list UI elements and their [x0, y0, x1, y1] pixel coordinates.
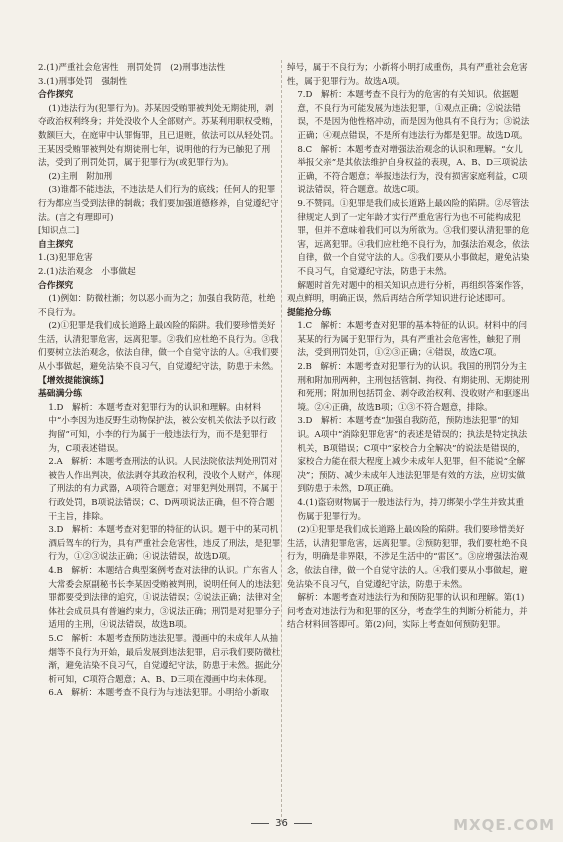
left-paragraph: 【增效提能演练】: [38, 375, 109, 386]
right-paragraph: 1.C 解析：本题考查对犯罪的基本特征的认识。材料中的闫某某的行为属于犯罪行为，具有严重社会危害性，触犯了刑法，受到刑罚处罚，①②③正确；④错误，故选C项。: [297, 321, 527, 359]
right-column: [287, 62, 531, 822]
right-paragraph: 绰号，属于不良行为；小新将小明打成重伤，具有严重社会危害性，属于犯罪行为。故选A项。: [287, 63, 528, 87]
left-paragraph: (3)谁都不能违法，不违法是人们行为的底线；任何人的犯罪行为都应当受到法律的制裁；我们要加强道德修养，自觉遵纪守法。(言之有理即可): [38, 185, 279, 223]
page-number-rule-left: [251, 823, 269, 824]
left-paragraph: 1.D 解析：本题考查对犯罪行为的认识和理解。由材料中“小李因为违反野生动物保护法，被公安机关依法予以行政拘留”可知，小李的行为属于一般违法行为，而不是犯罪行为，C项表述错误。: [48, 402, 277, 454]
watermark: MXQE.COM: [453, 816, 555, 834]
right-paragraph: 4.(1)盗窃财物属于一般违法行为，持刀绑架小学生并致其重伤属于犯罪行为。: [297, 498, 524, 522]
left-paragraph: (2)①犯罪是我们成长道路上最凶险的陷阱。我们要珍惜美好生活，认清犯罪危害，远离犯罪。②我们应杜绝不良行为。③我们要树立法治观念，依法自律，做一个自觉守法的人。④我们要从小事做起，避免沾染不良习气，自觉遵纪守法，防患于未然。: [38, 321, 279, 373]
left-paragraph: 2.A 解析：本题考查刑法的认识。人民法院依法判处刑罚对被告人作出判决，依法剥夺其政治权利，没收个人财产，体现了刑法的有力武器，A项符合题意；对罪犯判处刑罚，不属于行政处罚，B项说法错误；C、D两项说法正确，但不符合题干主旨，排除。: [48, 457, 281, 522]
left-column: [38, 62, 282, 822]
left-paragraph: (1)违法行为(犯罪行为)。苏某因受贿罪被判处无期徒刑，剥夺政治权利终身；并处没收个人全部财产。苏某利用职权受贿，数额巨大，在庭审中认罪悔罪，且已退赃，依法可以从轻处罚。王某因受贿罪被判处有期徒刑七年，说明他的行为已触犯了刑法，受到了刑罚处罚，属于犯罪行为(或犯罪行为)。: [38, 103, 279, 169]
left-paragraph: 2.(1)法治观念 小事做起: [38, 266, 136, 277]
page-number-text: 36: [275, 818, 288, 829]
left-paragraph: 3.D 解析：本题考查对犯罪的特征的认识。题干中的某司机酒后驾车的行为，具有严重社会危害性，违反了刑法，是犯罪行为，①②③说法正确；④说法错误，故选D项。: [48, 525, 281, 563]
left-paragraph: [知识点二]: [38, 226, 80, 237]
column-divider: [281, 60, 282, 822]
left-paragraph: 合作探究: [38, 90, 74, 101]
left-paragraph: 1.(3)犯罪危害: [38, 253, 93, 264]
left-paragraph: (2)主刑 附加刑: [48, 171, 113, 182]
page-number-rule-right: [294, 823, 312, 824]
left-paragraph: 合作探究: [38, 280, 74, 291]
left-paragraph: (1)例如：防微杜渐；勿以恶小而为之；加强自我防范，杜绝不良行为。: [38, 294, 276, 318]
left-paragraph: 3.(1)刑事处罚 强制性: [38, 76, 128, 87]
right-paragraph: 9.不赞同。①犯罪是我们成长道路上最凶险的陷阱。②尽管法律规定人到了一定年龄才实行严重危害行为也不可能构成犯罪，但并不意味着我们可以为所欲为。③我们要认清犯罪的危害，远离犯罪。④我们应杜绝不良行为，加强法治观念，依法自律，做一个自觉守法的人。⑤我们要从小事做起，避免沾染不良习气，自觉遵纪守法，防患于未然。: [297, 198, 530, 277]
left-paragraph: 4.B 解析：本题结合典型案例考查对法律的认识。广东省人大常委会原副秘书长李某因受贿被判刑，说明任何人的违法犯罪都要受到法律的追究，①说法错误；②说法正确；法律对全体社会成员具有普遍约束力，③说法正确；刑罚是对犯罪分子适用的主刑，④说法错误，故选B项。: [48, 565, 281, 631]
right-paragraph: 2.B 解析：本题考查对犯罪行为的认识。我国的刑罚分为主刑和附加刑两种，主刑包括管制、拘役、有期徒刑、无期徒刑和死刑；附加刑包括罚金、剥夺政治权利、没收财产和驱逐出境。②④正确，故选B项；①③不符合题意，排除。: [297, 362, 530, 413]
left-paragraph: 5.C 解析：本题考查预防违法犯罪。漫画中的未成年人从抽烟等不良行为开始，最后发展到违法犯罪，启示我们要防微杜渐，避免沾染不良习气，自觉遵纪守法，防患于未然。据此分析可知，C项符合题意；A、B、D三项在漫画中均未体现。: [48, 633, 281, 685]
left-paragraph: 2.(1)严重社会危害性 刑罚处罚 (2)刑事违法性: [38, 63, 226, 73]
left-paragraph: 基础满分练: [38, 389, 82, 400]
right-paragraph: (2)①犯罪是我们成长道路上最凶险的陷阱。我们要珍惜美好生活，认清犯罪危害，远离犯罪。②预防犯罪，我们要杜绝不良行为，明确是非界限，不涉足生活中的“雷区”。③应增强法治观念，依法自律，做一个自觉守法的人。④我们要从小事做起，避免沾染不良习气，自觉遵纪守法，防患于未然。: [287, 525, 528, 590]
right-paragraph: 提能抢分练: [287, 307, 331, 318]
right-paragraph: 解题时首先对题中的相关知识点进行分析，再组织答案作答，观点鲜明，明确正误，然后再结合所学知识进行论述即可。: [287, 280, 530, 305]
right-paragraph: 7.D 解析：本题考查不良行为的危害的有关知识。依据题意，不良行为可能发展为违法犯罪，①观点正确；②说法错误，不是因为他性格冲动，而是因为他具有不良行为；③说法正确；④观点错误，不是所有违法行为都是犯罪。故选D项。: [297, 90, 530, 141]
left-paragraph: 6.A 解析：本题考查不良行为与违法犯罪。小明给小新取: [48, 688, 269, 699]
right-paragraph: 解析：本题考查对违法行为和预防犯罪的认识和理解。第(1)问考查对违法行为和犯罪的区分，考查学生的判断分析能力，并结合材料回答即可。第(2)问，实际上考查如何预防犯罪。: [287, 593, 528, 631]
right-paragraph: 8.C 解析：本题考查对增强法治观念的认识和理解。“女儿举报父亲”是其依法维护自身权益的表现，A、B、D三项说法正确，不符合题意；举报违法行为，没有损害家庭利益，C项说法错误，符合题意。故选C项。: [297, 144, 528, 196]
right-paragraph: 3.D 解析：本题考查“加强自我防范，预防违法犯罪”的知识。A项中“消除犯罪危害”的表述是错误的；执法是特定执法机关，B项错误；C项中“家校合力全解决”的说法是错误的，家校合力能在很大程度上减少未成年人犯罪，但不能说“全解决”；预防、减少未成年人违法犯罪是有效的方法，应切实做到防患于未然，D项正确。: [297, 416, 528, 495]
left-paragraph: 自主探究: [38, 239, 74, 250]
